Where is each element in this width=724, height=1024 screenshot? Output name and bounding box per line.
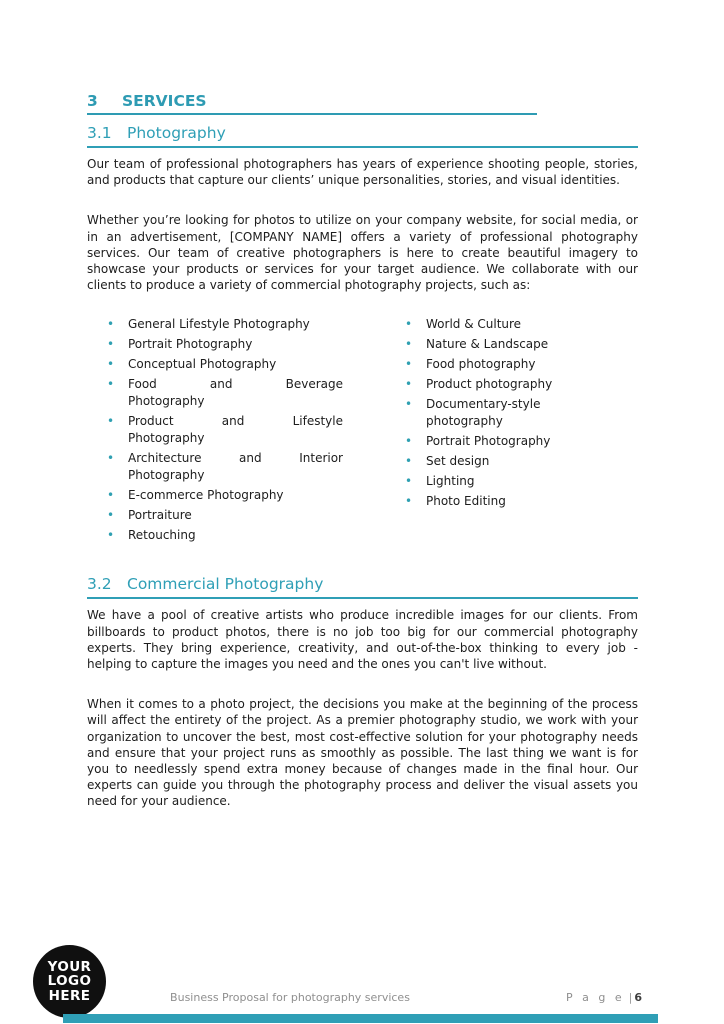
bullet-icon: • [405,317,413,332]
bullet-icon: • [405,434,413,449]
page-label: P a g e [566,991,625,1004]
list-item-label: Nature & Landscape [426,337,549,352]
services-bullet-lists [107,316,638,547]
document-content [87,92,638,810]
list-item-label: Product photography [426,377,553,392]
list-item [405,453,577,470]
list-item [107,376,343,410]
list-item-label: E-commerce Photography [128,488,284,503]
list-item [405,473,577,490]
bullet-icon: • [107,377,115,392]
list-item [405,336,577,353]
subsection-heading-photography [87,124,638,148]
list-item [405,376,577,393]
heading-number: 3 [87,92,98,110]
list-item-label: Lighting [426,474,475,489]
list-item-label: Product and Lifestyle Photography [128,414,343,446]
bullet-icon: • [405,337,413,352]
heading-title: Photography [127,124,226,142]
list-item-label: Architecture and Interior Photography [128,451,343,483]
bullet-icon: • [107,317,115,332]
footer-document-title: Business Proposal for photography services [170,991,410,1004]
list-item-label: Documentary-style photography [426,397,541,429]
list-item [405,316,577,333]
list-item [107,527,343,544]
heading-number: 3.2 [87,575,112,594]
bullet-icon: • [107,337,115,352]
logo-line: LOGO [47,973,92,990]
page-separator: | [628,991,633,1004]
subsection-heading-commercial-photography [87,575,638,599]
bullet-icon: • [405,377,413,392]
logo-line: YOUR [47,958,92,975]
heading-number: 3.1 [87,124,112,142]
bullet-icon: • [107,508,115,523]
list-item-label: World & Culture [426,317,522,332]
list-item [405,493,577,510]
list-item-label: Portrait Photography [426,434,551,449]
footer-page-number [566,991,642,1004]
list-item [405,433,577,450]
bullet-list-left [107,316,343,547]
list-item [107,316,343,333]
page-number: 6 [634,991,642,1004]
list-item [405,356,577,373]
bullet-icon: • [107,414,115,429]
list-item [107,356,343,373]
heading-title: SERVICES [122,92,207,110]
bullet-icon: • [107,451,115,466]
bullet-icon: • [405,454,413,469]
list-item [405,396,577,430]
list-item-label: Set design [426,454,490,469]
list-item [107,336,343,353]
bullet-list-right [405,316,577,547]
bullet-icon: • [107,357,115,372]
list-item-label: Retouching [128,528,196,543]
placeholder-logo [33,945,106,1018]
list-item-label: Conceptual Photography [128,357,277,372]
heading-title: Commercial Photography [127,575,324,594]
bullet-icon: • [107,528,115,543]
bullet-icon: • [405,494,413,509]
bullet-icon: • [107,488,115,503]
logo-line: HERE [48,987,91,1004]
bullet-icon: • [405,397,413,412]
list-item-label: Portrait Photography [128,337,253,352]
list-item-label: Food and Beverage Photography [128,377,343,409]
list-item-label: Portraiture [128,508,192,523]
list-item [107,413,343,447]
paragraph: Our team of professional photographers has years of experience shooting people, stories, and products that capture our clients’ unique personalities, stories, and visual identities. [87,157,638,188]
list-item [107,450,343,484]
list-item [107,487,343,504]
list-item-label: General Lifestyle Photography [128,317,310,332]
section-heading-services [87,92,537,115]
list-item [107,507,343,524]
bullet-icon: • [405,474,413,489]
list-item-label: Photo Editing [426,494,506,509]
paragraph: We have a pool of creative artists who produce incredible images for our clients. From billboards to product photos, there is no job too big for our commercial photography experts. They bring experience, creativity, and out-of-the-box thinking to every job - helping to capture the images you need and the ones you can't live without. [87,608,638,672]
paragraph: Whether you’re looking for photos to utilize on your company website, for social media, or in an advertisement, [COMPANY NAME] offers a variety of professional photography services. Our team of creative photographers is here to create beautiful imagery to showcase your products or services for your target audience. We collaborate with our clients to produce a variety of commercial photography projects, such as: [87,213,638,293]
footer-accent-bar [63,1014,658,1023]
paragraph: When it comes to a photo project, the decisions you make at the beginning of the process will affect the entirety of the project. As a premier photography studio, we work with your organization to uncover the best, most cost-effective solution for your photography needs and ensure that your project runs as smoothly as possible. The last thing we want is for you to needlessly spend extra money because of changes made in the final hour. Our experts can guide you through the photography process and deliver the visual assets you need for your audience. [87,697,638,809]
bullet-icon: • [405,357,413,372]
list-item-label: Food photography [426,357,536,372]
